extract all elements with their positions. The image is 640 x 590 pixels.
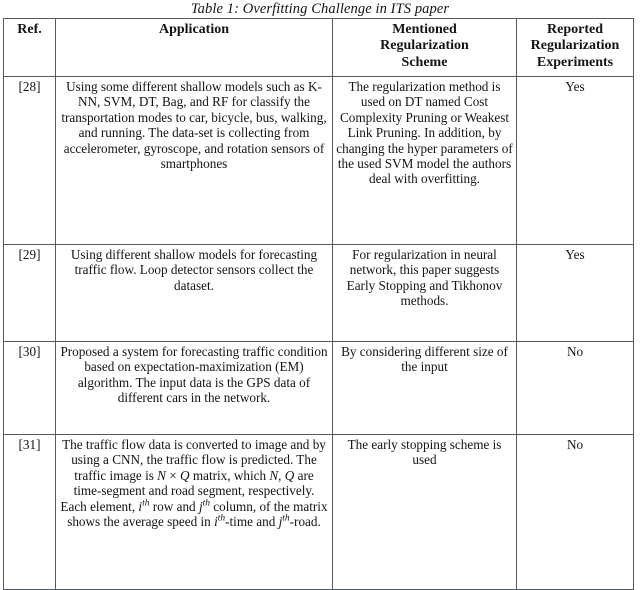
cell-application-text-part3: are time-segment and road segment, respectively. Each element, — [60, 467, 315, 514]
column-header-ref-label: Ref. — [17, 22, 42, 37]
column-header-reported-line3: Experiments — [536, 54, 614, 70]
table-container — [3, 18, 633, 590]
table-header — [4, 19, 634, 77]
cell-mentioned: The early stopping scheme is used — [333, 435, 517, 590]
table-caption: Table 1: Overfitting Challenge in ITS paper — [190, 1, 450, 17]
column-header-mentioned-line1: Mentioned — [392, 22, 457, 37]
table-header-row — [4, 19, 634, 77]
cell-reported: Yes — [517, 77, 634, 245]
cell-application-text: Proposed a system for forecasting traffic condition based on expectation-maximization (EM) algorithm. The input data is the GPS data of different cars in the network. — [60, 344, 328, 406]
math-symbol-j-2: j — [278, 514, 283, 530]
cell-mentioned: For regularization in neural network, this paper suggests Early Stopping and Tikhonov methods. — [333, 245, 517, 342]
cell-application-text: Using some different shallow models such as K-NN, SVM, DT, Bag, and RF for classify the transportation modes to car, bicycle, bus, walking, and running. The data-set is collecting from accelerometer, gyroscope, and rotation sensors of smartphones — [61, 79, 327, 172]
column-header-ref — [4, 19, 56, 77]
cell-ref: [31] — [4, 435, 56, 590]
math-symbol-i-2: i — [214, 514, 218, 530]
table-row — [4, 77, 634, 245]
column-header-mentioned-regularization-scheme — [333, 19, 517, 77]
cell-application-text-part5: column, of the matrix shows the average speed in — [67, 498, 328, 530]
cell-mentioned: The regularization method is used on DT named Cost Complexity Pruning or Weakest Link Pruning. In addition, by changing the hyper parameters of the used SVM model the authors deal with overfitting. — [333, 77, 517, 245]
cell-application — [56, 342, 333, 435]
math-symbol-q: Q — [180, 467, 190, 483]
math-times: × — [165, 467, 180, 483]
cell-application-text-part6: -time and — [225, 514, 279, 530]
table-row — [4, 435, 634, 590]
math-symbol-i: i — [138, 498, 143, 514]
table-body — [4, 77, 634, 590]
cell-ref: [29] — [4, 245, 56, 342]
column-header-reported-line1: Reported — [547, 22, 603, 37]
cell-application-text: Using different shallow models for forecasting traffic flow. Loop detector sensors collect the dataset. — [70, 247, 318, 293]
column-header-reported-line2: Regularization — [530, 38, 620, 54]
math-superscript-th: th — [217, 513, 226, 524]
cell-application — [56, 77, 333, 245]
math-j-th-2 — [279, 514, 290, 529]
column-header-mentioned-line3: Scheme — [401, 54, 448, 70]
table-row — [4, 245, 634, 342]
cell-reported: Yes — [517, 245, 634, 342]
math-comma: , — [278, 467, 285, 483]
column-header-application — [56, 19, 333, 77]
math-i-th-1 — [138, 499, 149, 514]
cell-application-text-part2: matrix, which — [189, 467, 270, 483]
overfitting-challenge-table — [3, 18, 634, 590]
column-header-mentioned-line2: Regularization — [380, 38, 469, 54]
math-superscript-th: th — [202, 498, 210, 509]
cell-application — [56, 245, 333, 342]
math-superscript-th: th — [282, 513, 290, 524]
math-symbol-j: j — [198, 498, 203, 514]
cell-application-text-part4: row and — [149, 498, 199, 514]
cell-ref: [28] — [4, 77, 56, 245]
math-symbol-n-2: N — [269, 467, 279, 483]
cell-application — [56, 435, 333, 590]
math-j-th-1 — [199, 499, 210, 514]
cell-reported: No — [517, 435, 634, 590]
cell-mentioned: By considering different size of the input — [333, 342, 517, 435]
math-i-th-2 — [214, 514, 225, 529]
table-row — [4, 342, 634, 435]
column-header-reported-regularization-experiments — [517, 19, 634, 77]
math-superscript-th: th — [142, 498, 150, 509]
cell-application-text-part1: The traffic flow data is converted to image and by using a CNN, the traffic flow is predicted. The traffic image is — [62, 437, 326, 483]
cell-application-text-part7: -road. — [289, 514, 321, 530]
cell-ref: [30] — [4, 342, 56, 435]
column-header-application-label: Application — [158, 22, 229, 37]
cell-reported: No — [517, 342, 634, 435]
math-symbol-n: N — [157, 467, 166, 483]
math-symbol-q-2: Q — [284, 467, 295, 483]
